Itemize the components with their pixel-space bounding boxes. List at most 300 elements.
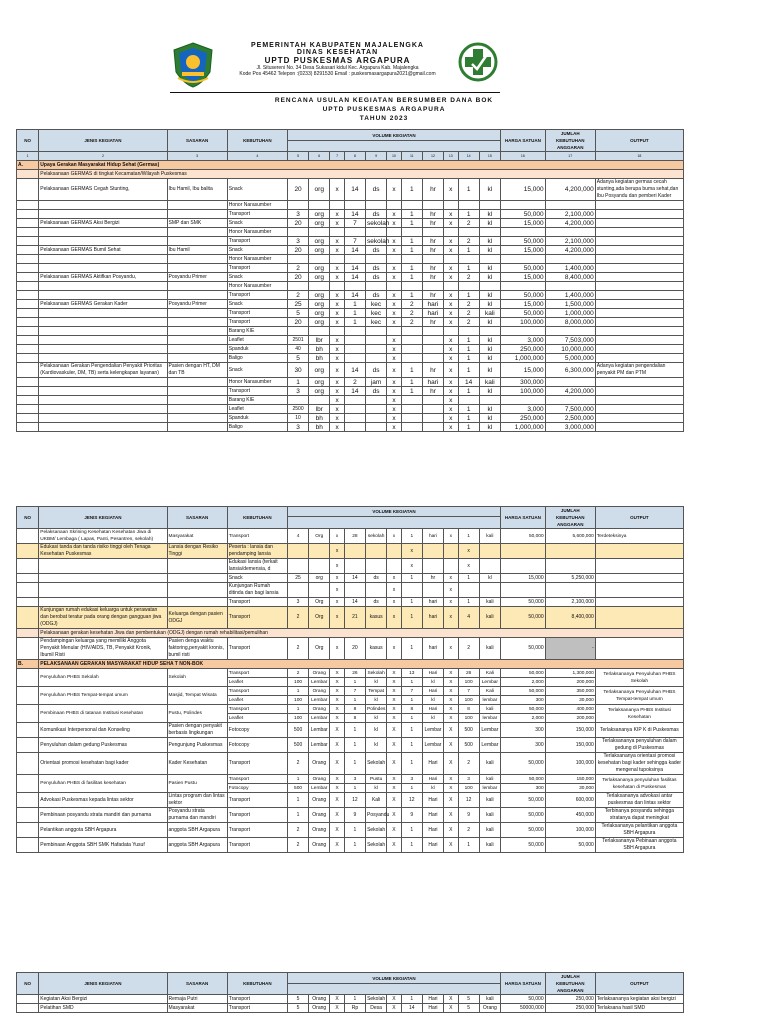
table-row (17, 607, 684, 629)
table-cell: x (330, 210, 344, 219)
table-cell: X (444, 1004, 458, 1013)
unit-name: UPTD PUSKESMAS ARGAPURA (264, 56, 411, 65)
table-cell: X (387, 705, 401, 714)
table-cell: org (309, 318, 330, 327)
table-cell: 8 (344, 705, 365, 714)
table-cell: Terlaksananya Penyuluhan PHBS Sekolah (595, 669, 683, 687)
table-header-row: NO JENIS KEGIATAN SASARAN KEBUTUHAN VOLUME KEGIATAN HARGA SATUAN JUMLAH KEBUTUHAN ANGGARAN OUTPUT (17, 507, 684, 517)
table-cell: 8 (401, 705, 422, 714)
table-cell (39, 387, 167, 396)
table-cell (401, 327, 422, 336)
table-cell: Terbinanya posyandu sehingga stratanya dapat meningkat (595, 808, 683, 823)
table-cell: 1 (458, 210, 479, 219)
table-cell: 14 (344, 363, 365, 378)
table-cell: x (387, 179, 401, 201)
table-cell (167, 318, 227, 327)
table-cell: x (387, 345, 401, 354)
table-cell: kl (366, 738, 387, 753)
table-cell: kl (479, 405, 500, 414)
table-cell: Fotocopy (227, 784, 287, 793)
table-cell: 7,503,000 (545, 336, 595, 345)
table-cell (309, 583, 330, 598)
table-cell (545, 396, 595, 405)
table-cell (444, 559, 458, 574)
table-cell: hari (422, 598, 443, 607)
table-cell: 500 (287, 723, 308, 738)
table-cell (501, 255, 546, 264)
table-row (17, 738, 684, 753)
table-cell: 2,100,000 (545, 237, 595, 246)
table-cell (422, 255, 443, 264)
table-cell: 20 (344, 638, 365, 660)
table-cell: Org (309, 598, 330, 607)
table-cell: 9 (366, 152, 387, 161)
table-cell (545, 255, 595, 264)
col-output: OUTPUT (595, 130, 683, 152)
table-cell: 1 (458, 574, 479, 583)
table-cell (287, 544, 308, 559)
table-cell: Edukasi tanda dan tanda risiko tinggi oleh Tenaga Kesehatan Puskesmas (39, 544, 167, 559)
table-cell: x (330, 387, 344, 396)
table-cell (344, 354, 365, 363)
table-cell: x (444, 318, 458, 327)
table-cell: Leaflet (227, 678, 287, 687)
table-cell: Transport (227, 838, 287, 853)
table-cell: Transport (227, 237, 287, 246)
table-cell: 1,000,000 (545, 309, 595, 318)
table-cell (422, 583, 443, 598)
table-cell (167, 255, 227, 264)
table-cell (387, 201, 401, 210)
table-cell: 25 (287, 574, 308, 583)
table-cell: kl (479, 300, 500, 309)
table-row (17, 345, 684, 354)
table-row (17, 264, 684, 273)
table-cell: 2 (287, 607, 308, 629)
table-cell: x (330, 291, 344, 300)
table-cell: 16 (501, 152, 546, 161)
table-cell: lbr (309, 336, 330, 345)
table-cell: Transport (227, 210, 287, 219)
table-cell (39, 282, 167, 291)
table-cell: 1 (401, 210, 422, 219)
table-cell: 100 (287, 696, 308, 705)
table-cell: X (387, 669, 401, 678)
table-cell: 300 (501, 784, 546, 793)
table-cell: x (401, 559, 422, 574)
table-cell: 500 (287, 784, 308, 793)
table-cell (309, 228, 330, 237)
table-cell: 450,000 (545, 808, 595, 823)
table-cell: kl (479, 273, 500, 282)
table-cell: 100 (458, 678, 479, 687)
table-cell: kali (479, 775, 500, 784)
doc-subtitle: UPTD PUSKESMAS ARGAPURA (322, 106, 446, 113)
table-cell: 100 (458, 714, 479, 723)
table-cell: x (387, 237, 401, 246)
table-cell: 8,000,000 (545, 318, 595, 327)
table-cell: 50,000 (501, 838, 546, 853)
table-cell: Transport (227, 318, 287, 327)
table-cell: X (387, 775, 401, 784)
table-cell: 1 (401, 237, 422, 246)
table-cell (595, 228, 683, 237)
table-cell: 3 (344, 775, 365, 784)
table-cell: Spanduk (227, 345, 287, 354)
table-cell: 1 (401, 219, 422, 228)
table-cell: Lembar (479, 738, 500, 753)
table-cell: 2,000 (501, 678, 546, 687)
table-cell: x (444, 309, 458, 318)
table-cell: Pelaksanaan GERMAS Cegah Stunting, (39, 179, 167, 201)
table-cell: 20 (287, 219, 308, 228)
table-row (17, 583, 684, 598)
table-cell: x (330, 529, 344, 544)
table-cell: Hari (422, 687, 443, 696)
table-cell: 30,000 (545, 696, 595, 705)
table-cell: 10 (287, 414, 308, 423)
table-cell: X (330, 714, 344, 723)
table-cell (39, 264, 167, 273)
table-cell: Pelaksanaan GERMAS Bumil Sehat (39, 246, 167, 255)
table-cell: 300,000 (501, 378, 546, 387)
table-cell: Penyuluhan PHBS di fasilitas kesehatan (39, 775, 167, 793)
table-cell: X (387, 696, 401, 705)
table-cell (458, 201, 479, 210)
table-cell: 50,000 (501, 529, 546, 544)
table-cell: kl (479, 246, 500, 255)
table-cell: Adanya kegiatan germas cecah stunting,ada berupa buma sehat,dan Ibu Posyandu dan pemberi Kader (595, 179, 683, 201)
table-cell: X (444, 808, 458, 823)
table-cell: x (330, 179, 344, 201)
table-cell: x (330, 405, 344, 414)
table-cell (287, 255, 308, 264)
table-cell (39, 559, 167, 574)
table-cell: 2 (287, 638, 308, 660)
table-cell: X (330, 669, 344, 678)
table-cell: x (387, 396, 401, 405)
table-cell: bh (309, 354, 330, 363)
table-row (17, 378, 684, 387)
table-cell: 50,000 (501, 237, 546, 246)
table-cell (595, 309, 683, 318)
table-cell: 2 (458, 309, 479, 318)
table-cell (39, 336, 167, 345)
table-cell: Transport (227, 753, 287, 775)
table-cell: 3 (287, 598, 308, 607)
table-cell: 3 (401, 775, 422, 784)
table-cell: x (330, 219, 344, 228)
table-cell (39, 309, 167, 318)
table-cell: 17 (545, 152, 595, 161)
table-cell: 1 (344, 753, 365, 775)
table-cell (39, 255, 167, 264)
table-row (17, 246, 684, 255)
table-cell: 2500 (287, 405, 308, 414)
table-cell: 10,000,000 (545, 345, 595, 354)
table-cell: X (330, 678, 344, 687)
table-cell: ds (366, 210, 387, 219)
table-cell: Orang (309, 775, 330, 784)
table-cell: Terlaksananya kegiatan aksi bergizi (595, 995, 683, 1004)
table-cell: bh (309, 423, 330, 432)
table-cell: org (309, 300, 330, 309)
table-cell (387, 544, 401, 559)
table-cell: x (330, 264, 344, 273)
table-cell: 15,000 (501, 219, 546, 228)
table-cell: X (330, 705, 344, 714)
col-jenis: JENIS KEGIATAN (39, 130, 167, 152)
table-cell: 50,000 (501, 808, 546, 823)
table-cell: X (330, 808, 344, 823)
table-cell: Lembar (479, 678, 500, 687)
table-row (17, 995, 684, 1004)
table-cell: x (444, 529, 458, 544)
table-cell: 6 (309, 152, 330, 161)
table-cell: 5 (458, 1004, 479, 1013)
table-cell: Posyandu strata purnama dan mandiri (167, 808, 227, 823)
table-row (17, 669, 684, 678)
table-cell: 1 (401, 246, 422, 255)
table-cell: 5 (287, 1004, 308, 1013)
table-cell: 200,000 (545, 714, 595, 723)
table-cell: x (444, 219, 458, 228)
table-cell: 50,000 (501, 607, 546, 629)
table-cell (309, 255, 330, 264)
table-cell: X (444, 687, 458, 696)
table-cell: Orientasi promosi kesehatan bagi kader (39, 753, 167, 775)
table-cell: 14 (344, 291, 365, 300)
table-cell: 5,250,000 (545, 574, 595, 583)
table-cell: hari (422, 300, 443, 309)
table-cell: x (387, 638, 401, 660)
table-cell (344, 423, 365, 432)
table-cell: Org (309, 638, 330, 660)
table-cell: 1 (458, 354, 479, 363)
table-cell: Tempat (366, 687, 387, 696)
table-cell: Hari (422, 775, 443, 784)
table-cell: 1 (458, 838, 479, 853)
table-cell: Masjid, Tempat Wisata (167, 687, 227, 705)
table-cell (366, 544, 387, 559)
table-cell: x (330, 237, 344, 246)
table-cell (167, 414, 227, 423)
table-cell (595, 273, 683, 282)
table-cell: x (444, 423, 458, 432)
table-cell: Snack (227, 246, 287, 255)
table-cell: kali (479, 995, 500, 1004)
table-cell: hari (422, 309, 443, 318)
col-volume: VOLUME KEGIATAN (287, 130, 500, 141)
table-cell (167, 210, 227, 219)
table-cell (344, 583, 365, 598)
table-cell: X (387, 823, 401, 838)
table-cell: 2 (458, 753, 479, 775)
table-row (17, 1004, 684, 1013)
table-cell: 250,000 (545, 1004, 595, 1013)
table-cell: Terlaksananya penyuluhan dalam gedung di Puskesmas (595, 738, 683, 753)
table-cell: hr (422, 387, 443, 396)
table-cell: X (330, 753, 344, 775)
table-cell: 14 (458, 378, 479, 387)
table-cell (595, 318, 683, 327)
table-cell: Sekolah (367, 670, 385, 676)
table-cell: 1 (458, 264, 479, 273)
table-cell: X (444, 823, 458, 838)
table-cell: 50,000 (501, 638, 546, 660)
table-cell: 18 (595, 152, 683, 161)
table-cell: 2 (287, 823, 308, 838)
table-cell: X (387, 784, 401, 793)
table-cell (387, 327, 401, 336)
table-cell: 1 (401, 574, 422, 583)
table-cell: ds (366, 574, 387, 583)
letterhead-divider (170, 92, 500, 93)
table-cell: x (444, 354, 458, 363)
table-cell: bh (309, 414, 330, 423)
table-cell: 300 (501, 738, 546, 753)
table-cell: 1 (458, 405, 479, 414)
table-cell: Spanduk (227, 414, 287, 423)
table-cell (479, 327, 500, 336)
table-cell: 1 (401, 838, 422, 853)
table-cell: 3 (458, 775, 479, 784)
table-cell (167, 574, 227, 583)
table-cell: 1,400,000 (545, 291, 595, 300)
table-cell: hr (422, 219, 443, 228)
table-cell: Pasien Pustu (167, 775, 227, 793)
table-cell: X (330, 823, 344, 838)
table-cell (167, 309, 227, 318)
table-cell: X (387, 838, 401, 853)
table-cell: 14 (344, 387, 365, 396)
table-cell: Terlaksananya orientasi promosi kesehatan bagi kader sehingga kader mengenal tupoksinya (595, 753, 683, 775)
table-row (17, 687, 684, 696)
table-cell: X (444, 738, 458, 753)
table-cell: 7 (344, 219, 365, 228)
table-cell: Pelaksanaan Skrining Kesehatan Kesehatan Jiwa di UKBM/ Lembaga ( Lapas, Panti, Pesantren, sekolah) (39, 529, 167, 544)
table-cell: x (387, 318, 401, 327)
table-cell: X (444, 838, 458, 853)
table-row (17, 318, 684, 327)
table-cell: kl (479, 219, 500, 228)
table-cell: x (330, 273, 344, 282)
table-cell: X (330, 687, 344, 696)
table-cell (422, 345, 443, 354)
table-cell: 2 (401, 318, 422, 327)
table-cell (309, 201, 330, 210)
table-cell (545, 282, 595, 291)
table-cell: 200,000 (545, 678, 595, 687)
table-cell: kl (479, 345, 500, 354)
table-cell: X (330, 838, 344, 853)
table-cell (422, 396, 443, 405)
table-cell: 500 (458, 723, 479, 738)
table-cell: kl (422, 678, 443, 687)
table-cell: 2 (401, 309, 422, 318)
table-cell: ds (366, 363, 387, 378)
subsection-row (17, 629, 684, 638)
table-cell: X (387, 995, 401, 1004)
table-cell (458, 583, 479, 598)
table-cell: Posyandu Primer (167, 300, 227, 309)
table-cell: kali (479, 529, 500, 544)
table-cell: kasus (366, 607, 387, 629)
table-cell (167, 396, 227, 405)
table-cell (330, 327, 344, 336)
table-cell: Snack (227, 300, 287, 309)
table-cell: X (330, 1004, 344, 1013)
table-cell: 12 (401, 793, 422, 808)
table-cell: kali (479, 823, 500, 838)
table-cell (344, 327, 365, 336)
table-cell (344, 396, 365, 405)
table-row (17, 291, 684, 300)
table-cell: 1 (401, 598, 422, 607)
table-cell (401, 354, 422, 363)
table-cell (422, 423, 443, 432)
table-cell: Leaflet (227, 405, 287, 414)
table-cell: 50,000 (501, 264, 546, 273)
table-cell (167, 264, 227, 273)
table-cell: 40 (287, 345, 308, 354)
table-row (17, 838, 684, 853)
table-cell: B. (17, 660, 39, 669)
table-cell: kl (479, 336, 500, 345)
table-cell (39, 396, 167, 405)
table-cell: X (387, 714, 401, 723)
table-cell (344, 405, 365, 414)
table-cell: 100 (287, 678, 308, 687)
table-cell: kl (479, 237, 500, 246)
table-cell: anggota SBH Argapura (167, 838, 227, 853)
table-cell: hari (422, 529, 443, 544)
table-cell: X (387, 678, 401, 687)
table-cell (167, 327, 227, 336)
table-cell: x (387, 354, 401, 363)
table-cell: X (444, 714, 458, 723)
table-cell: 2 (458, 237, 479, 246)
table-cell: 14 (344, 246, 365, 255)
table-cell: Terlaksananya PHBS Institusi Kesehatan (595, 705, 683, 723)
table-cell: Polindes (367, 706, 386, 712)
table-cell: 1 (344, 784, 365, 793)
contact: Kode Pos 45462 Telepon :(0233) 8291530 Email : puskesmasargapura2021@gmail.com (239, 71, 436, 77)
table-cell: ds (366, 598, 387, 607)
table-cell: hr (422, 179, 443, 201)
table-cell: Snack (227, 363, 287, 378)
table-cell: Transport (227, 669, 287, 678)
table-cell: x (387, 387, 401, 396)
table-cell (545, 228, 595, 237)
table-cell: x (330, 345, 344, 354)
table-cell: hari (422, 378, 443, 387)
table-cell: Pelaksanaan GERMAS Aksi Bergizi (39, 219, 167, 228)
table-cell: org (309, 219, 330, 228)
table-cell (595, 559, 683, 574)
table-cell: x (387, 529, 401, 544)
table-cell: Sekolah (366, 838, 387, 853)
table-cell: x (444, 363, 458, 378)
table-cell (401, 414, 422, 423)
table-cell: hr (422, 363, 443, 378)
table-cell: 2 (287, 291, 308, 300)
col-jumlah: JUMLAH KEBUTUHAN ANGGARAN (545, 130, 595, 152)
table-cell (422, 544, 443, 559)
table-cell: 1 (401, 823, 422, 838)
table-cell: 1 (401, 753, 422, 775)
table-cell (501, 282, 546, 291)
